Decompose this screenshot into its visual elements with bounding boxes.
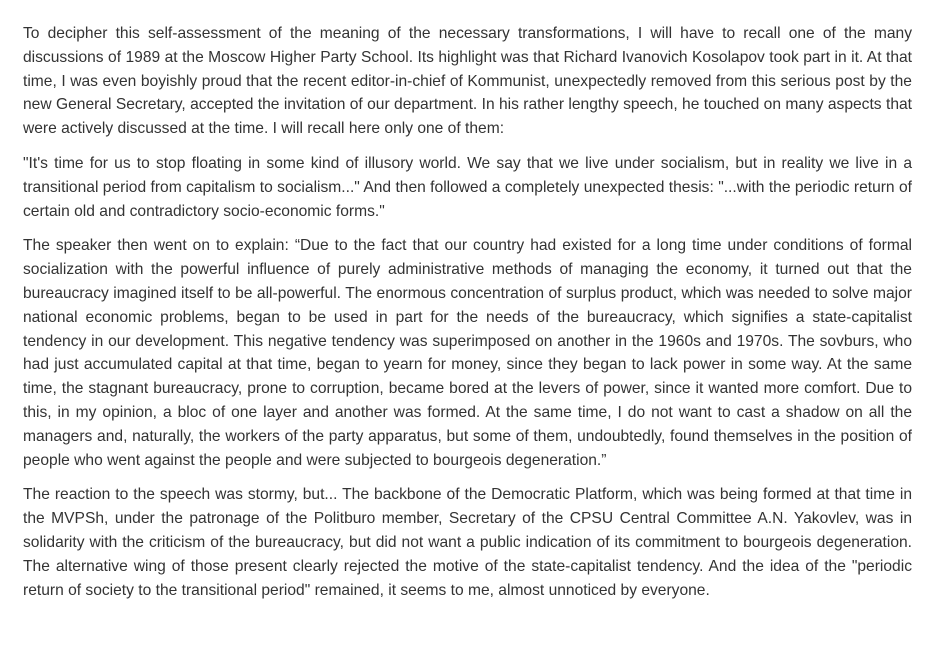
article-body	[23, 22, 912, 613]
paragraph-1: To decipher this self-assessment of the meaning of the necessary transformations, I will have to recall one of the many discussions of 1989 at the Moscow Higher Party School. Its highlight was that Richard Ivanovich Kosolapov took part in it. At that time, I was even boyishly proud that the recent editor-in-chief of Kommunist, unexpectedly removed from this serious post by the new General Secretary, accepted the invitation of our department. In his rather lengthy speech, he touched on many aspects that were actively discussed at the time. I will recall here only one of them:	[23, 25, 912, 138]
paragraph-4: The reaction to the speech was stormy, but... The backbone of the Democratic Platform, which was being formed at that time in the MVPSh, under the patronage of the Politburo member, Secretary of the CPSU Central Committee A.N. Yakovlev, was in solidarity with the criticism of the bureaucracy, but did not want a public indication of its commitment to bourgeois degeneration. The alternative wing of those present clearly rejected the motive of the state-capitalist tendency. And the idea of the "periodic return of society to the transitional period" remained, it seems to me, almost unnoticed by everyone.	[23, 486, 912, 599]
paragraph-3: The speaker then went on to explain: “Due to the fact that our country had existed for a long time under conditions of formal socialization with the powerful influence of purely administrative methods of managing the economy, it turned out that the bureaucracy imagined itself to be all-powerful. The enormous concentration of surplus product, which was needed to solve major national economic problems, began to be used in part for the needs of the bureaucracy, which signifies a state-capitalist tendency in our development. This negative tendency was superimposed on another in the 1960s and 1970s. The sovburs, who had just accumulated capital at that time, began to yearn for money, since they began to lack power in some way. At the same time, the stagnant bureaucracy, prone to corruption, became bored at the levers of power, since it wanted more comfort. Due to this, in my opinion, a bloc of one layer and another was formed. At the same time, I do not want to cast a shadow on all the managers and, naturally, the workers of the party apparatus, but some of them, undoubtedly, found themselves in the position of people who went against the people and were subjected to bourgeois degeneration.”	[23, 237, 912, 469]
paragraph-2: "It's time for us to stop floating in some kind of illusory world. We say that we live under socialism, but in reality we live in a transitional period from capitalism to socialism..." And then followed a completely unexpected thesis: "...with the periodic return of certain old and contradictory socio-economic forms."	[23, 154, 912, 220]
